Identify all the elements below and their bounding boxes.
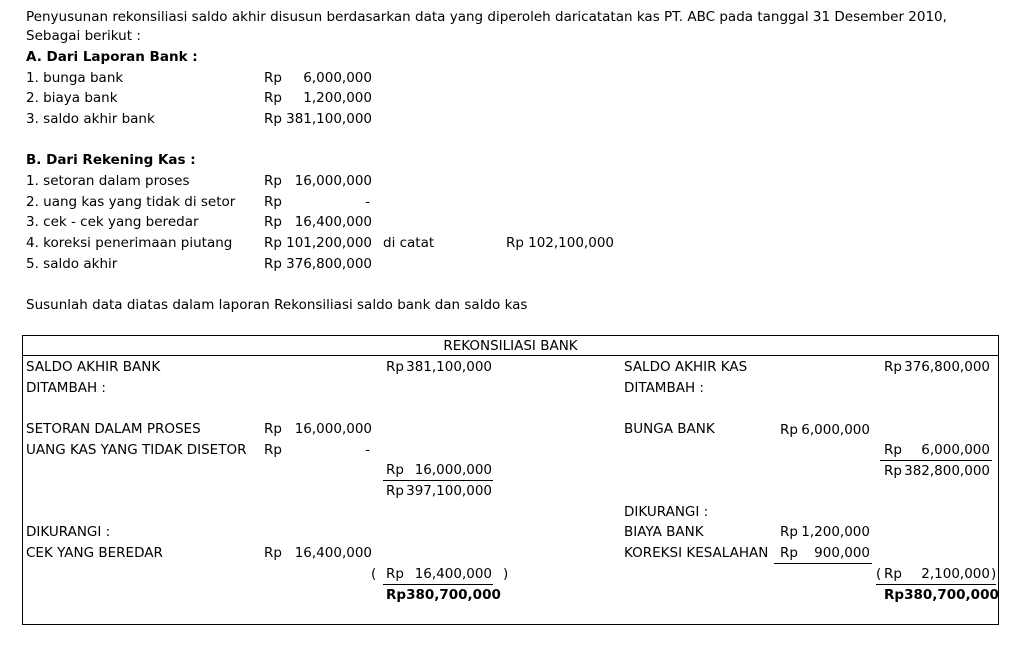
section-a-item-2-label: 2. biaya bank — [26, 90, 118, 106]
intro-line-2: Sebagai berikut : — [26, 28, 141, 44]
section-a-item-3-label: 3. saldo akhir bank — [26, 111, 155, 127]
left-cek-amount: Rp 16,400,000 — [264, 545, 372, 561]
right-dikurangi-label: DIKURANGI : — [624, 504, 709, 520]
left-uang-amount: Rp - — [264, 442, 370, 458]
right-add-amount: Rp 6,000,000 — [884, 442, 990, 458]
right-bunga-label: BUNGA BANK — [624, 421, 715, 437]
right-saldo-amount: Rp 376,800,000 — [884, 359, 990, 375]
section-b-item-5-amount: Rp 376,800,000 — [264, 256, 372, 272]
left-less-open-paren: ( — [371, 566, 377, 582]
instruction-text: Susunlah data diatas dalam laporan Rekonsiliasi saldo bank dan saldo kas — [26, 297, 528, 313]
section-b-item-2-amount: Rp - — [264, 194, 370, 210]
left-less-close-paren: ) — [503, 566, 509, 582]
right-saldo-label: SALDO AKHIR KAS — [624, 359, 748, 375]
left-subtotal-amount: Rp 16,000,000 — [386, 462, 492, 478]
section-b-item-5-label: 5. saldo akhir — [26, 256, 118, 272]
section-b-item-3-label: 3. cek - cek yang beredar — [26, 214, 199, 230]
left-less-amount: Rp 16,400,000 — [386, 566, 492, 582]
section-b-item-3-amount: Rp 16,400,000 — [264, 214, 372, 230]
section-b-item-4-label: 4. koreksi penerimaan piutang — [26, 235, 233, 251]
left-final-amount: Rp 380,700,000 — [386, 587, 501, 603]
right-koreksi-amount: Rp 900,000 — [780, 545, 870, 561]
left-dikurangi-label: DIKURANGI : — [26, 524, 111, 540]
section-b-item-2-label: 2. uang kas yang tidak di setor — [26, 194, 236, 210]
right-koreksi-label: KOREKSI KESALAHAN — [624, 545, 769, 561]
section-b-item-1-label: 1. setoran dalam proses — [26, 173, 190, 189]
right-add-underline — [880, 460, 992, 461]
left-ditambah-label: DITAMBAH : — [26, 380, 106, 396]
section-a-item-1-label: 1. bunga bank — [26, 70, 124, 86]
reconciliation-title: REKONSILIASI BANK — [443, 338, 578, 354]
left-setoran-label: SETORAN DALAM PROSES — [26, 421, 201, 437]
right-ditambah-label: DITAMBAH : — [624, 380, 704, 396]
left-saldo-label: SALDO AKHIR BANK — [26, 359, 161, 375]
right-less-close-paren: ) — [991, 566, 997, 582]
reconciliation-box — [22, 335, 999, 625]
section-b-item-4-amount: Rp 101,200,000 — [264, 235, 372, 251]
right-biaya-label: BIAYA BANK — [624, 524, 704, 540]
right-total1-amount: Rp 382,800,000 — [884, 463, 990, 479]
left-total1-amount: Rp 397,100,000 — [386, 483, 492, 499]
section-b-item-1-amount: Rp 16,000,000 — [264, 173, 372, 189]
left-cek-label: CEK YANG BEREDAR — [26, 545, 163, 561]
right-koreksi-underline — [774, 563, 872, 564]
right-bunga-amount: Rp 6,000,000 — [780, 422, 870, 438]
right-final-amount: Rp 380,700,000 — [884, 587, 999, 603]
left-setoran-amount: Rp 16,000,000 — [264, 421, 372, 437]
section-b-heading: B. Dari Rekening Kas : — [26, 152, 196, 168]
right-biaya-amount: Rp 1,200,000 — [780, 524, 870, 540]
section-a-item-1-amount: Rp 6,000,000 — [264, 70, 372, 86]
left-uang-label: UANG KAS YANG TIDAK DISETOR — [26, 442, 247, 458]
right-less-open-paren: ( — [876, 566, 882, 582]
right-less-underline — [876, 584, 996, 585]
left-subtotal-underline — [383, 480, 493, 481]
reconciliation-title-divider — [22, 355, 999, 356]
intro-line-1: Penyusunan rekonsiliasi saldo akhir disusun berdasarkan data yang diperoleh daricatatan kas PT. ABC pada tanggal 31 Desember 2010, — [26, 9, 947, 25]
section-b-note: di catat — [383, 235, 435, 251]
section-a-heading: A. Dari Laporan Bank : — [26, 49, 198, 65]
left-less-underline — [383, 584, 493, 585]
section-b-note-amount: Rp 102,100,000 — [506, 235, 614, 251]
section-a-item-3-amount: Rp 381,100,000 — [264, 111, 372, 127]
section-a-item-2-amount: Rp 1,200,000 — [264, 90, 372, 106]
left-saldo-amount: Rp 381,100,000 — [386, 359, 492, 375]
right-less-amount: Rp 2,100,000 — [884, 566, 990, 582]
